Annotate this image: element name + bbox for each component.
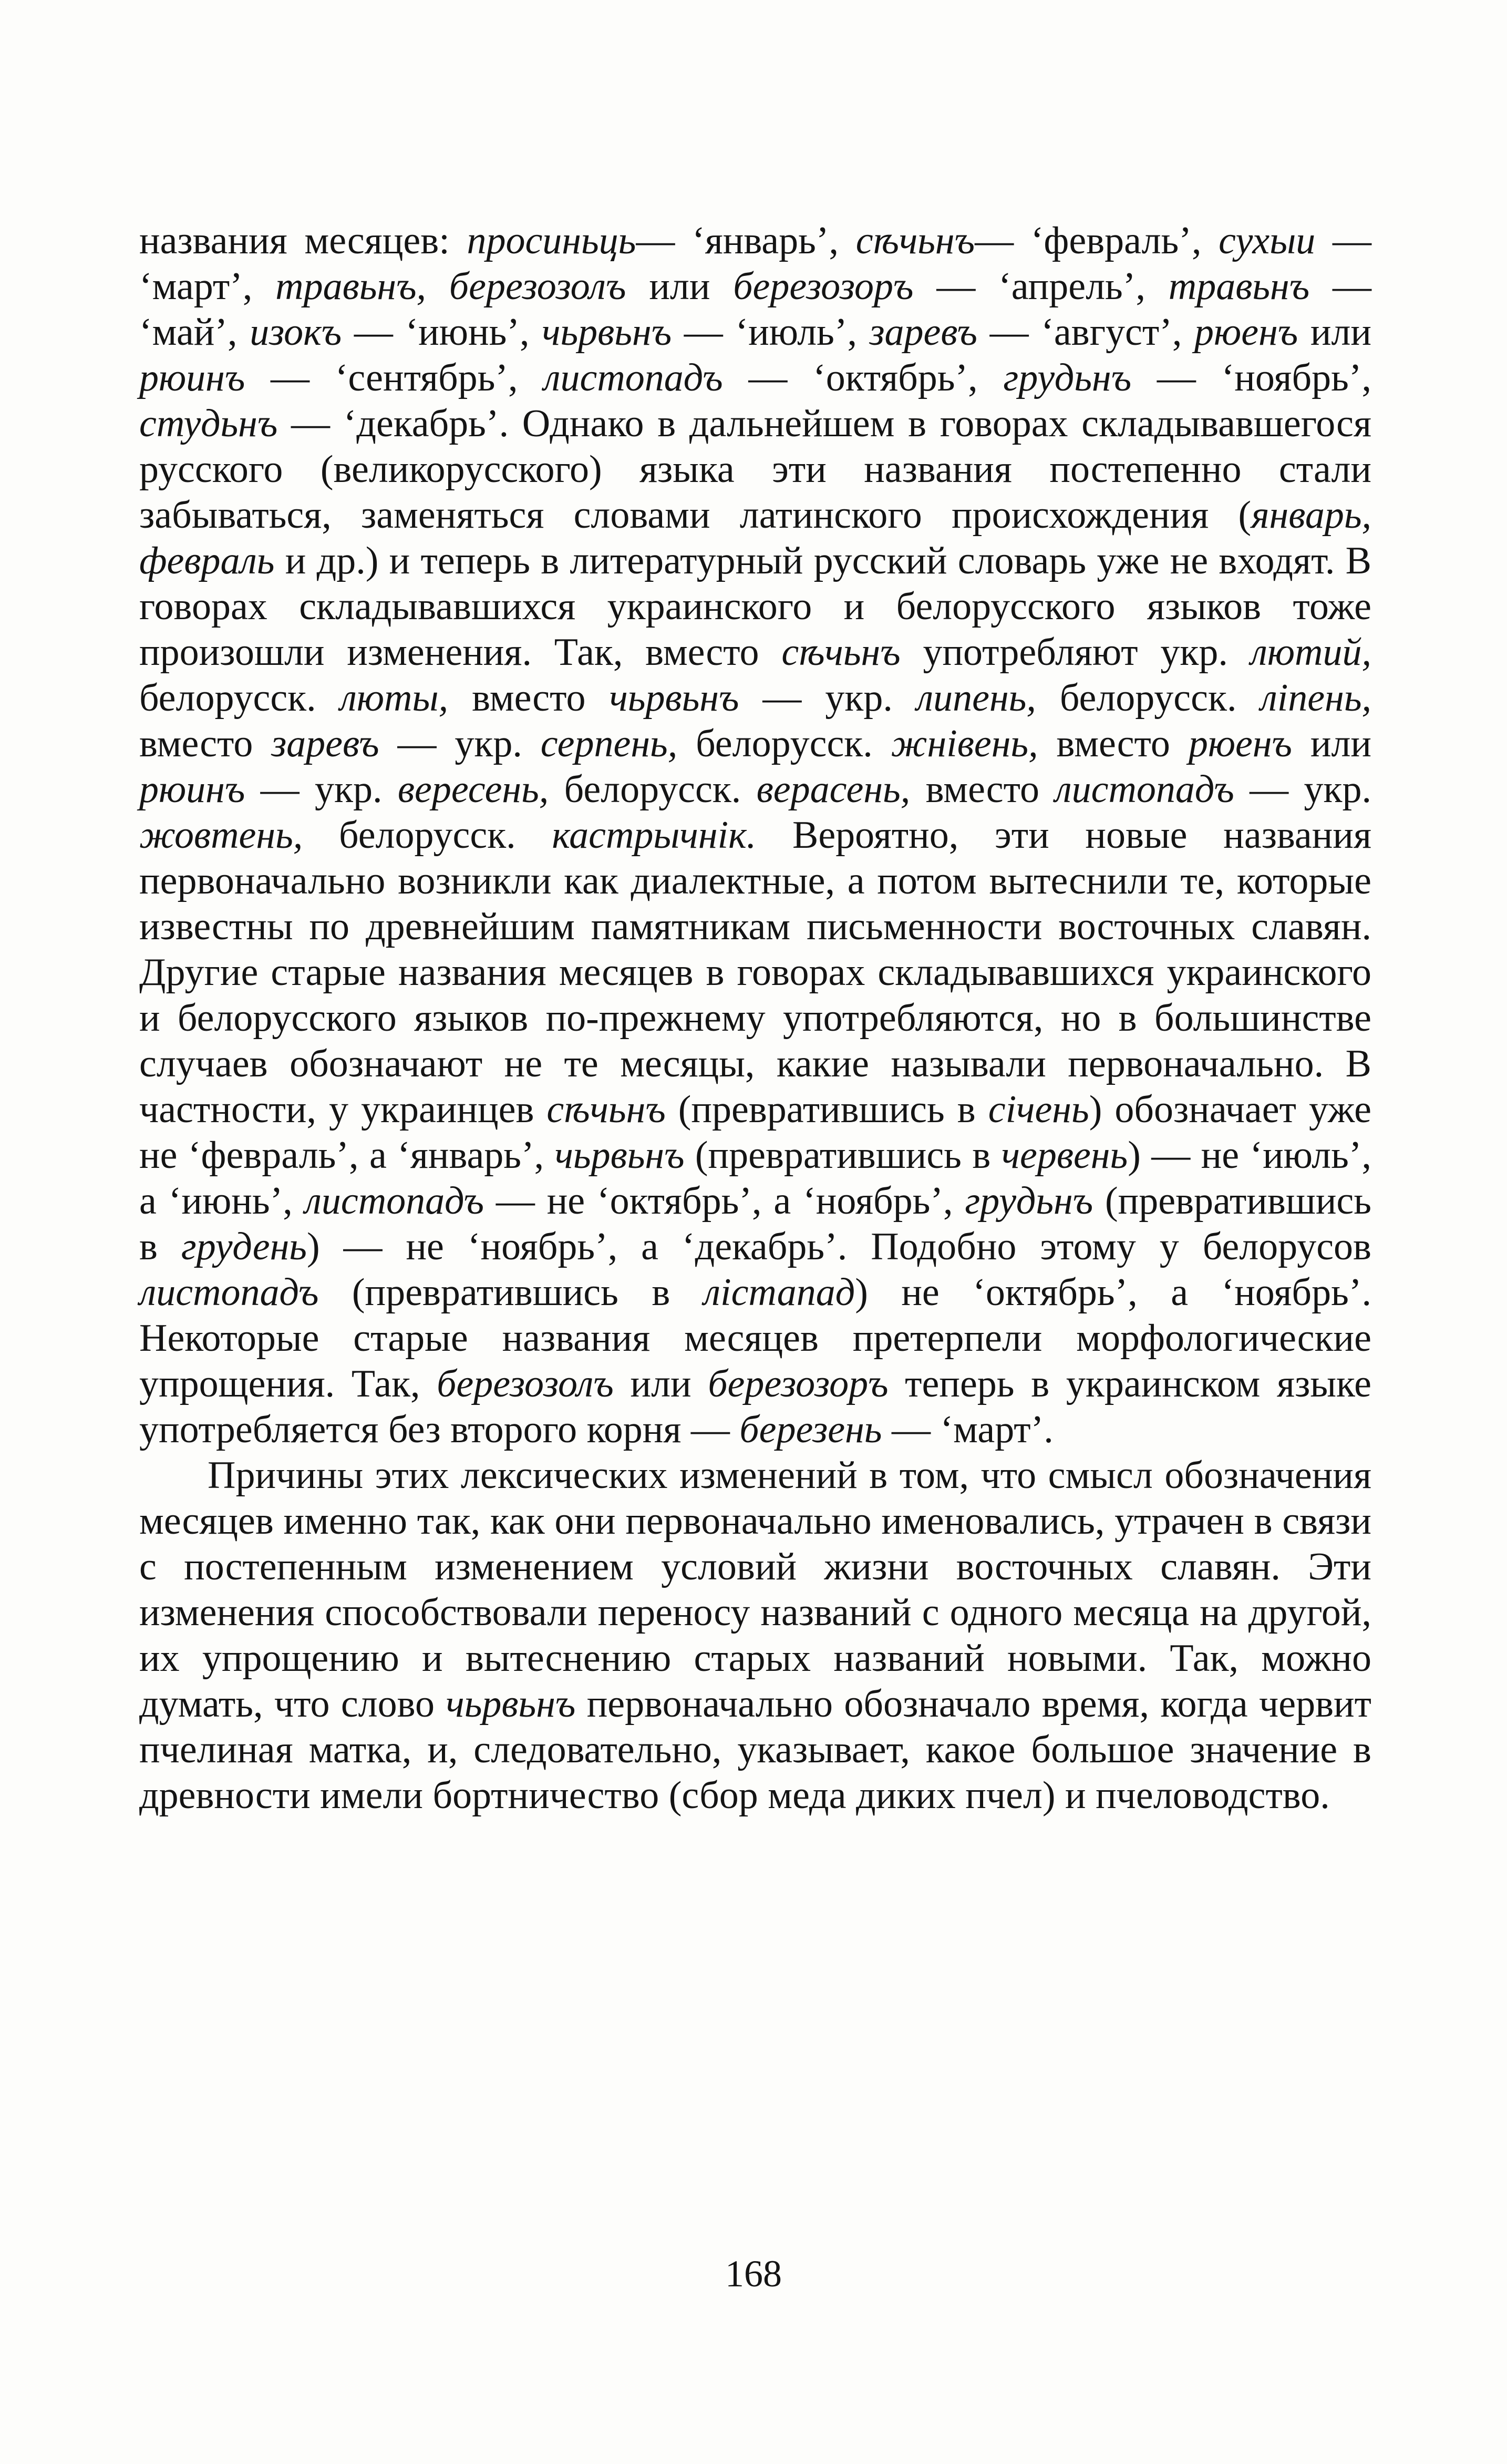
- italic-word: червень: [1001, 1134, 1128, 1177]
- text-run: теперь в украинском языке употребляется без второго корня —: [139, 1362, 1371, 1451]
- italic-word: сухыи: [1219, 219, 1316, 262]
- text-run: и др.) и теперь в литературный русский словарь уже не входят. В говорах складывавшихся украинского и белорусского языков тоже произошли изменения. Так, вместо: [139, 539, 1371, 674]
- text-run: Вероятно, эти новые названия первоначально возникли как диалектные, а потом вытеснили те, которые известны по древнейшим памятникам письменности восточных славян. Другие старые названия месяцев в говорах складывавшихся украинского и белорусского языков по-прежнему употребляются, но в большинстве случаев обозначают не те месяцы, какие называли первоначально. В частности, у украинцев: [139, 814, 1371, 1131]
- text-run: Причины этих лексических изменений в том, что смысл обозначения месяцев именно так, как они первоначально именовались, утрачен в связи с постепенным изменением условий жизни восточных славян. Эти изменения способствовали переносу названий с одного месяца на другой, их упрощению и вытеснению старых названий новыми. Так, можно думать, что слово: [139, 1454, 1371, 1726]
- italic-word: жнiвень,: [891, 722, 1038, 765]
- italic-word: березозолъ: [437, 1362, 614, 1405]
- italic-word: рюенъ: [1188, 722, 1292, 765]
- italic-word: кастрычнiк.: [552, 814, 757, 857]
- text-run: — ‘август’,: [977, 311, 1195, 354]
- italic-word: изокъ: [250, 311, 342, 354]
- italic-word: листопадъ: [139, 1271, 319, 1314]
- text-run: — ‘сентябрь’,: [245, 356, 544, 399]
- italic-word: грудьнъ: [965, 1179, 1093, 1223]
- text-run: — укр.: [1234, 768, 1371, 811]
- italic-word: сiчень: [988, 1088, 1089, 1131]
- text-run: или: [1292, 722, 1372, 765]
- italic-word: сѣчьнъ: [546, 1088, 666, 1131]
- page-number: 168: [725, 2253, 782, 2295]
- text-run: или: [626, 265, 734, 308]
- paragraph-1: [139, 218, 1371, 1453]
- italic-word: январь, февраль: [139, 494, 1371, 582]
- italic-word: березозоръ: [708, 1362, 889, 1405]
- text-run: (превратившись в: [318, 1271, 704, 1314]
- italic-word: серпень,: [540, 722, 678, 765]
- text-run: белорусск.: [1036, 676, 1261, 720]
- text-run: ) не ‘октябрь’, а ‘ноябрь’. Некоторые старые названия месяцев претерпели морфологические упрощения. Так,: [139, 1271, 1371, 1405]
- text-run: вместо: [139, 722, 272, 765]
- text-run: — ‘май’,: [139, 265, 1372, 354]
- italic-word: лiпень,: [1260, 676, 1371, 720]
- text-run: — ‘июль’,: [672, 311, 870, 354]
- text-run: — ‘июнь’,: [342, 311, 542, 354]
- italic-word: чьрвьнъ: [446, 1682, 576, 1726]
- body-text: [139, 218, 1371, 1819]
- text-run: — ‘декабрь’. Однако в дальнейшем в говорах складывавшегося русского (великорусского) языка эти названия постепенно стали забываться, заменяться словами латинского происхождения (: [139, 402, 1371, 537]
- text-run: или: [613, 1362, 708, 1405]
- text-run: — ‘ноябрь’,: [1131, 356, 1371, 399]
- text-run: ) — не ‘ноябрь’, а ‘декабрь’. Подобно этому у белорусов: [306, 1225, 1371, 1268]
- text-run: (превратившись в: [139, 1179, 1372, 1268]
- italic-word: просиньць: [467, 219, 636, 262]
- italic-word: чьрвьнъ: [542, 311, 672, 354]
- text-run: вместо: [1038, 722, 1189, 765]
- italic-word: заревъ: [271, 722, 379, 765]
- italic-word: заревъ: [869, 311, 977, 354]
- text-run: — ‘апрель’,: [913, 265, 1169, 308]
- italic-word: вересень,: [397, 768, 549, 811]
- text-run: (превратившись в: [684, 1134, 1002, 1177]
- italic-word: жовтень,: [139, 814, 303, 857]
- paragraph-2: [139, 1453, 1371, 1819]
- italic-word: рюинъ: [139, 356, 245, 399]
- text-run: (превратившись в: [665, 1088, 988, 1131]
- text-run: белорусск.: [677, 722, 891, 765]
- text-run: — укр.: [379, 722, 541, 765]
- text-run: ) — не ‘июль’, а ‘июнь’,: [139, 1134, 1371, 1223]
- text-run: — укр.: [739, 676, 916, 720]
- text-run: белорусск.: [139, 676, 340, 720]
- text-run: — ‘октябрь’,: [722, 356, 1004, 399]
- italic-word: липень,: [916, 676, 1036, 720]
- italic-word: листопадъ: [1055, 768, 1234, 811]
- italic-word: чьрвьнъ: [554, 1134, 685, 1177]
- italic-word: верасень,: [756, 768, 911, 811]
- text-run: белорусск.: [303, 814, 552, 857]
- italic-word: травьнъ: [1168, 265, 1310, 308]
- italic-word: люты,: [339, 676, 449, 720]
- italic-word: рюенъ: [1194, 311, 1298, 354]
- text-run: или: [1298, 311, 1371, 354]
- italic-word: сѣчьнъ: [855, 219, 975, 262]
- text-run: вместо: [910, 768, 1055, 811]
- italic-word: рюинъ: [139, 768, 245, 811]
- italic-word: сѣчьнъ: [781, 631, 901, 674]
- text-run: — ‘январь’,: [636, 219, 856, 262]
- italic-word: грудьнъ: [1003, 356, 1132, 399]
- italic-word: чьрвьнъ: [609, 676, 739, 720]
- italic-word: травьнъ, березозолъ: [275, 265, 626, 308]
- italic-word: листопадъ: [304, 1179, 484, 1223]
- text-run: первоначально обозначало время, когда червит пчелиная матка, и, следовательно, указывает, какое большое значение в древности имели бортничество (сбор меда диких пчел) и пчеловодство.: [139, 1682, 1371, 1817]
- italic-word: березозоръ: [733, 265, 914, 308]
- italic-word: грудень: [181, 1225, 307, 1268]
- text-run: — ‘март’,: [139, 219, 1372, 308]
- text-run: — не ‘октябрь’, а ‘ноябрь’,: [484, 1179, 965, 1223]
- italic-word: лютий,: [1250, 631, 1371, 674]
- text-run: — ‘февраль’,: [975, 219, 1219, 262]
- text-run: — ‘март’.: [882, 1408, 1054, 1451]
- text-run: названия месяцев:: [139, 219, 467, 262]
- text-run: вместо: [448, 676, 610, 720]
- text-run: употребляют укр.: [900, 631, 1251, 674]
- italic-word: лiстапад: [703, 1271, 855, 1314]
- text-run: белорусск.: [549, 768, 757, 811]
- text-run: — укр.: [245, 768, 398, 811]
- italic-word: студьнъ: [139, 402, 278, 445]
- italic-word: березень: [739, 1408, 882, 1451]
- italic-word: листопадъ: [543, 356, 723, 399]
- text-run: ) обозначает уже не ‘февраль’, а ‘январь’,: [139, 1088, 1371, 1177]
